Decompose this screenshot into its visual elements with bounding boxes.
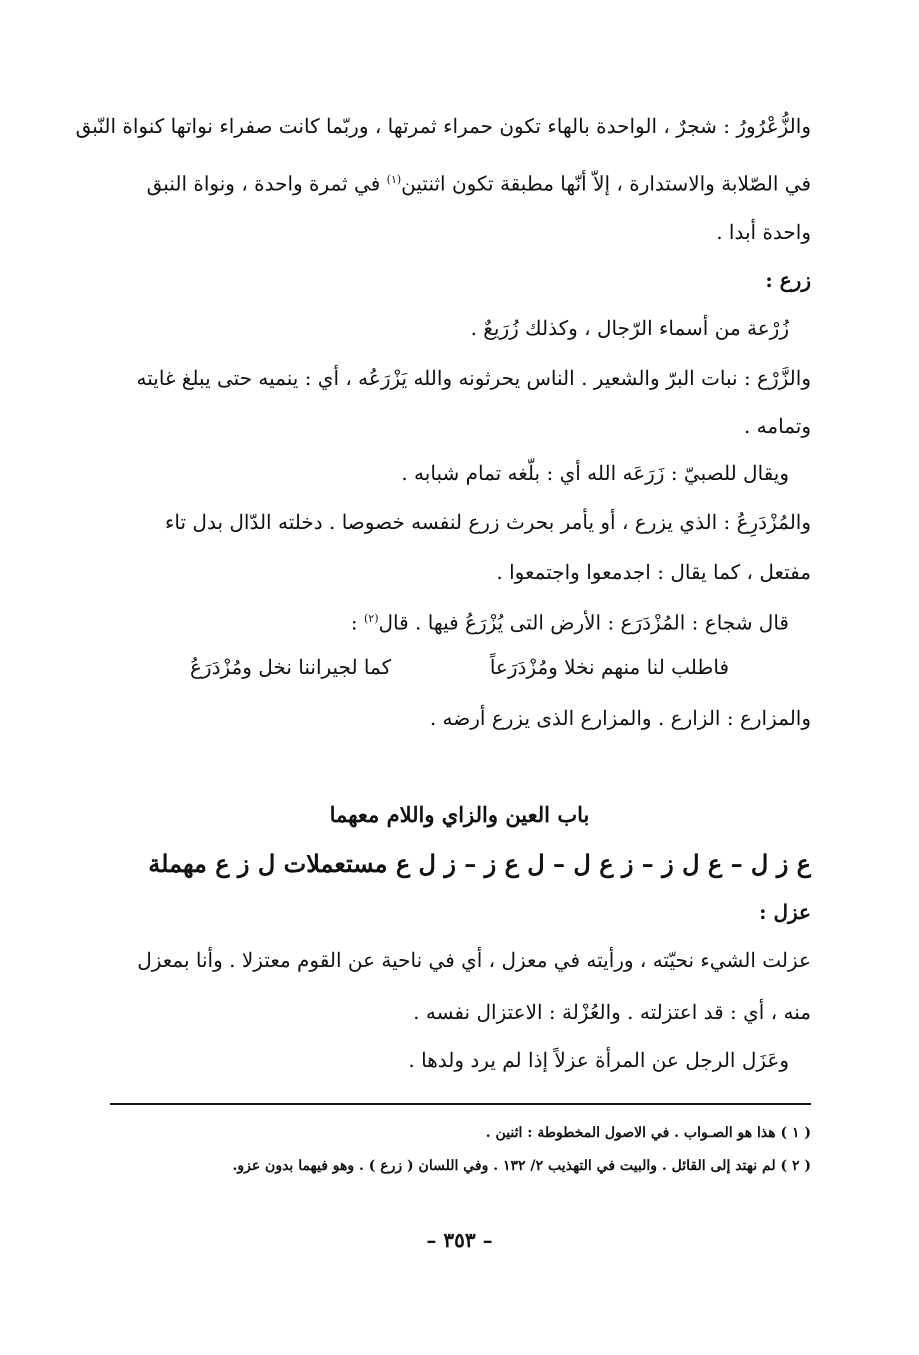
line-text: قال شجاع : المُزْدَرَع : الأرض التى يُزْرَعُ فيها . قال — [378, 610, 789, 635]
paragraph-line: وعَزَل الرجل عن المرأة عزلاً إذا لم يرد ولدها . — [408, 1048, 789, 1072]
footnote: ( ١ ) هذا هو الصـواب . في الاصول المخطوطة : اثنين . — [485, 1125, 811, 1141]
verse-hemistich-first: فاطلب لنا منهم نخلا ومُزْدَرَعاً — [489, 655, 729, 679]
page-number: – ٣٥٣ – — [426, 1228, 493, 1252]
entry-heading: زرع : — [765, 268, 811, 292]
line-text: في الصّلابة والاستدارة ، إلاّ أنّها مطبقة تكون اثنتين — [401, 171, 811, 196]
verse-hemistich-second: كما لجيراننا نخل ومُزْدَرَعُ — [190, 655, 392, 679]
paragraph-line: والزَّرْع : نبات البرّ والشعير . الناس يحرثونه والله يَزْرَعُه ، أي : ينميه حتى يبلغ غايته — [136, 366, 811, 390]
entry-heading: عزل : — [759, 900, 811, 924]
section-title: باب العين والزاي واللام معهما — [329, 802, 590, 827]
line-text: في ثمرة واحدة ، ونواة النبق — [146, 171, 381, 196]
paragraph-line: والمزارع : الزارع . والمزارع الذى يزرع أرضه . — [429, 706, 811, 730]
paragraph-line: واحدة أبدا . — [716, 220, 811, 244]
paragraph-line: عزلت الشيء نحيّته ، ورأيته في معزل ، أي في ناحية عن القوم معتزلا . وأنا بمعزل — [137, 948, 811, 972]
paragraph-line: والمُزْدَرِعُ : الذي يزرع ، أو يأمر بحرث زرع لنفسه خصوصا . دخلته الدّال بدل تاء — [165, 510, 811, 534]
footnote-ref[interactable]: (١) — [386, 173, 402, 186]
poem-verse — [190, 653, 729, 681]
footnote-ref[interactable]: (٢) — [364, 612, 379, 625]
footnote: ( ٢ ) لم نهتد إلى القائل . والبيت في التهذيب ٢/ ١٣٢ . وفي اللسان ( زرع ) . وهو فيهما بدون عزو. — [232, 1158, 811, 1174]
paragraph-line: منه ، أي : قد اعتزلته . والعُزْلة : الاعتزال نفسه . — [413, 1000, 811, 1024]
paragraph-line — [108, 605, 789, 637]
root-letters-line: ع ز ل – ع ل ز – ز ع ل – ل ع ز – ز ل ع مستعملات ل ز ع مهملة — [148, 849, 811, 878]
paragraph-line: والزُّعْرُورُ : شجرٌ ، الواحدة بالهاء تكون حمراء ثمرتها ، وربّما كانت صفراء نواتها كنواة النّبق — [75, 114, 811, 138]
footnote-divider — [110, 1103, 811, 1105]
line-text: : — [350, 610, 358, 635]
paragraph-line: مفتعل ، كما يقال : اجدمعوا واجتمعوا . — [496, 560, 811, 584]
paragraph-line — [108, 166, 811, 198]
paragraph-line: زُرْعة من أسماء الرّجال ، وكذلك زُرَيعٌ . — [470, 316, 789, 340]
paragraph-line: وتمامه . — [743, 414, 811, 438]
paragraph-line: ويقال للصبيّ : زَرَعَه الله أي : بلّغه تمام شبابه . — [401, 461, 789, 485]
